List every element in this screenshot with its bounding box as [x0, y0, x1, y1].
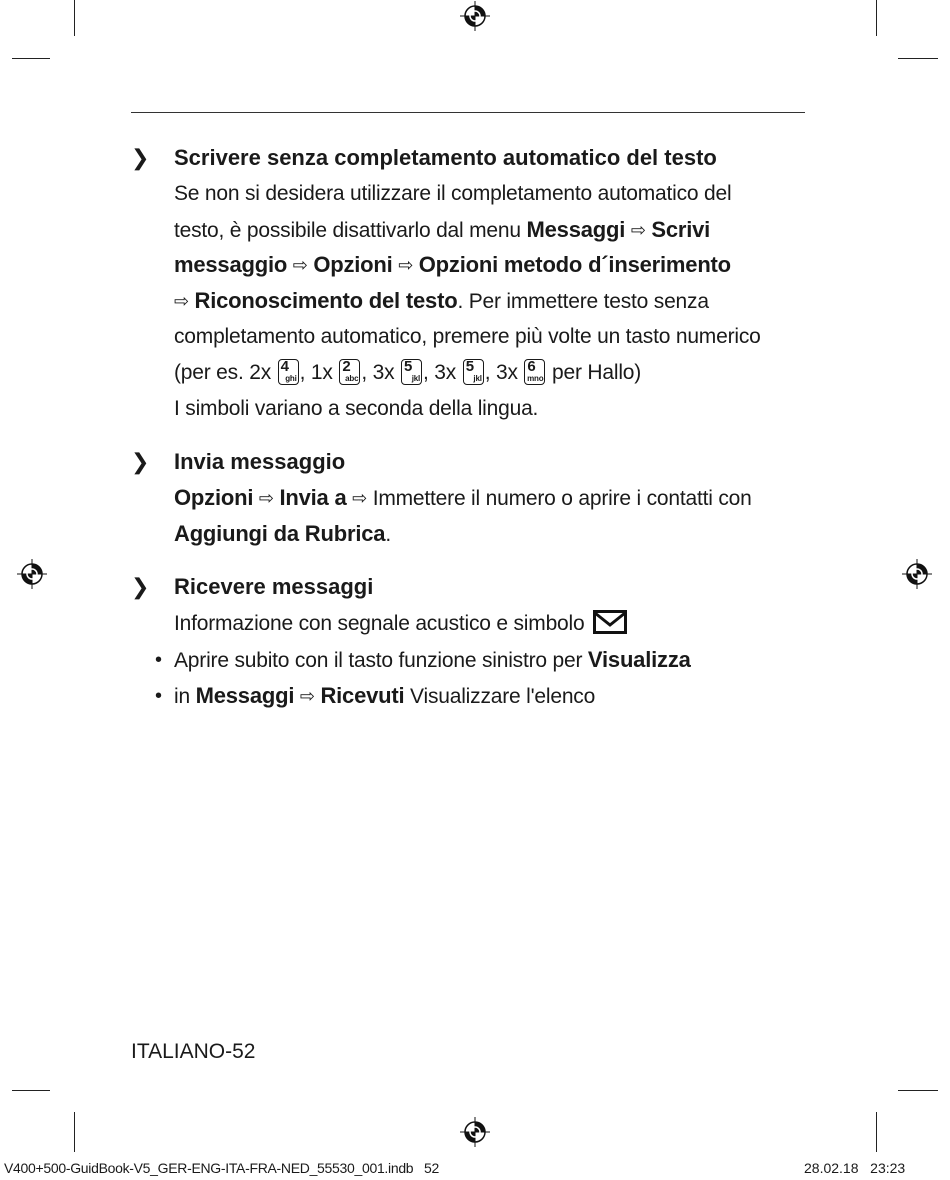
text-run: , 3x: [484, 361, 524, 384]
menu-path-item: Riconoscimento del testo: [194, 288, 458, 313]
keypad-key-icon: [524, 359, 545, 385]
keypad-key-icon: [278, 359, 299, 385]
key-letters: jkl: [411, 374, 421, 383]
key-number: 6: [527, 358, 536, 375]
keypad-key-icon: [339, 359, 360, 385]
body-text: [174, 519, 391, 550]
list-item: [174, 681, 595, 712]
menu-path-item: Scrivi: [651, 217, 711, 242]
body-text: completamento automatico, premere più volte un tasto numerico: [174, 325, 761, 348]
menu-path-item: Ricevuti: [320, 683, 405, 708]
text-run: (per es. 2x: [174, 361, 277, 384]
section-title: Scrivere senza completamento automatico del testo: [174, 145, 717, 170]
body-text: I simboli variano a seconda della lingua.: [174, 397, 539, 420]
crop-mark: [876, 1112, 877, 1152]
menu-path-item: Messaggi: [526, 217, 626, 242]
arrow-right-icon: ⇨: [174, 291, 189, 311]
arrow-right-icon: ⇨: [398, 255, 414, 275]
menu-path-item: Messaggi: [195, 683, 295, 708]
text-run: Visualizzare l'elenco: [404, 685, 596, 708]
body-text: [174, 483, 752, 514]
text-run: in: [174, 685, 196, 708]
key-letters: abc: [345, 374, 359, 383]
body-text: [174, 215, 710, 246]
keypad-key-icon: [401, 359, 422, 385]
bullet-icon: •: [155, 649, 163, 671]
key-letters: ghi: [285, 374, 297, 383]
registration-mark-icon: [460, 1, 490, 31]
key-number: 5: [465, 358, 474, 375]
arrow-right-icon: ⇨: [352, 488, 368, 508]
arrow-right-icon: ⇨: [258, 488, 274, 508]
text-run: Immettere il numero o aprire i contatti con: [367, 487, 752, 510]
text-run: , 1x: [299, 361, 339, 384]
menu-path-item: messaggio: [174, 252, 288, 277]
menu-path-item: Invia a: [279, 485, 347, 510]
section-title: Invia messaggio: [174, 449, 346, 474]
registration-mark-icon: [902, 559, 932, 589]
menu-path-item: Opzioni: [174, 485, 254, 510]
registration-mark-icon: [17, 559, 47, 589]
chevron-right-icon: ❯: [131, 449, 150, 474]
chevron-right-icon: ❯: [131, 145, 150, 170]
menu-path-item: Aggiungi da Rubrica: [174, 521, 386, 546]
crop-mark: [898, 1090, 938, 1091]
section-title: Ricevere messaggi: [174, 574, 374, 599]
text-run: Aprire subito con il tasto funzione sinistro per: [174, 649, 588, 672]
key-letters: mno: [527, 374, 544, 383]
text-run: , 3x: [361, 361, 401, 384]
print-slug-file: V400+500-GuidBook-V5_GER-ENG-ITA-FRA-NED_55530_001.indb 52: [4, 1160, 440, 1176]
arrow-right-icon: ⇨: [299, 686, 315, 706]
body-text: [174, 250, 731, 281]
registration-mark-icon: [460, 1117, 490, 1147]
text-run: per Hallo): [546, 361, 642, 384]
body-text: Se non si desidera utilizzare il completamento automatico del: [174, 182, 732, 205]
key-letters: jkl: [473, 374, 482, 383]
crop-mark: [898, 58, 938, 59]
body-text: [174, 286, 709, 317]
list-item: [174, 645, 691, 676]
crop-mark: [74, 0, 75, 36]
page-number: ITALIANO-52: [131, 1040, 256, 1063]
arrow-right-icon: ⇨: [630, 220, 646, 240]
crop-mark: [876, 0, 877, 36]
keypad-key-icon: [463, 359, 484, 385]
text-run: testo, è possibile disattivarlo dal menu: [174, 219, 527, 242]
key-number: 2: [342, 358, 351, 375]
key-number: 5: [404, 358, 413, 375]
crop-mark: [74, 1112, 75, 1152]
print-slug-date: 28.02.18 23:23: [804, 1160, 906, 1176]
header-rule: [131, 112, 805, 113]
key-number: 4: [280, 358, 289, 375]
text-run: .: [385, 523, 391, 546]
arrow-right-icon: ⇨: [292, 255, 308, 275]
crop-mark: [12, 58, 50, 59]
body-text: [174, 358, 641, 388]
crop-mark: [12, 1090, 50, 1091]
body-text: [174, 609, 627, 639]
bullet-icon: •: [155, 685, 163, 707]
menu-path-item: Opzioni: [313, 252, 393, 277]
menu-path-item: Opzioni metodo d´inserimento: [418, 252, 731, 277]
envelope-icon: [593, 610, 627, 634]
menu-path-item: Visualizza: [587, 647, 691, 672]
chevron-right-icon: ❯: [131, 574, 150, 599]
text-run: , 3x: [423, 361, 462, 384]
text-run: . Per immettere testo senza: [457, 290, 709, 313]
text-run: Informazione con segnale acustico e simbolo: [174, 612, 585, 635]
